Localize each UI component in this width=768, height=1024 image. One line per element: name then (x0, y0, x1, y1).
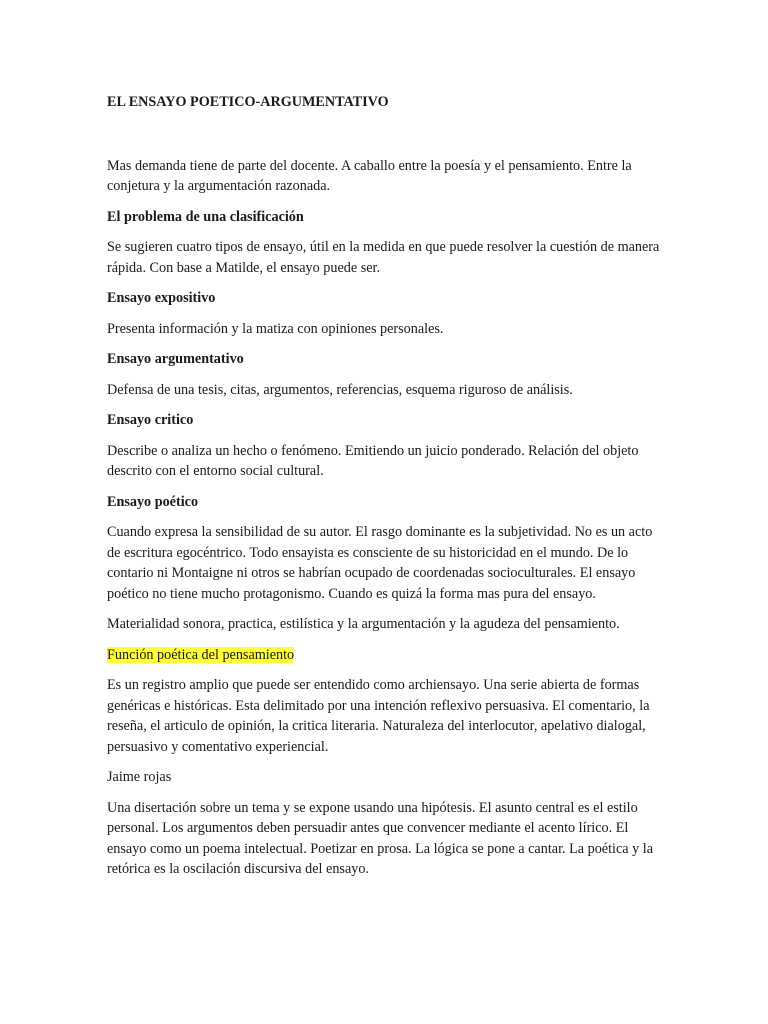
classification-paragraph: Se sugieren cuatro tipos de ensayo, útil en la medida en que puede resolver la cuestión de manera rápida. Con base a Matilde, el ensayo puede ser. (107, 239, 660, 276)
poetico-paragraph-2: Materialidad sonora, practica, estilística y la argumentación y la agudeza del pensamiento. (107, 616, 620, 632)
funcion-heading-line (107, 645, 667, 666)
heading-argumentativo: Ensayo argumentativo (107, 351, 244, 367)
intro-paragraph: Mas demanda tiene de parte del docente. A caballo entre la poesía y el pensamiento. Entre la conjetura y la argumentación razonada. (107, 157, 632, 194)
document-title: EL ENSAYO POETICO-ARGUMENTATIVO (107, 94, 389, 110)
author-name: Jaime rojas (107, 769, 172, 785)
funcion-highlighted-heading: Función poética del pensamiento (107, 646, 295, 663)
heading-classification: El problema de una clasificación (107, 208, 304, 225)
funcion-paragraph: Es un registro amplio que puede ser entendido como archiensayo. Una serie abierta de formas genéricas e históricas. Esta delimitado por una intención reflexivo persuasiva. El comentario, la reseña, el articulo de opinión, la critica literaria. Naturaleza del interlocutor, apelativo dialogal, persuasivo y comentativo experiencial. (107, 677, 650, 755)
argumentativo-paragraph: Defensa de una tesis, citas, argumentos, referencias, esquema riguroso de análisis. (107, 381, 573, 398)
critico-paragraph: Describe o analiza un hecho o fenómeno. Emitiendo un juicio ponderado. Relación del objeto descrito con el entorno social cultural. (107, 442, 639, 479)
heading-poetico: Ensayo poético (107, 493, 199, 510)
closing-paragraph: Una disertación sobre un tema y se expone usando una hipótesis. El asunto central es el estilo personal. Los argumentos deben persuadir antes que convencer mediante el acento lírico. El ensayo como un poema intelectual. Poetizar en prosa. La lógica se pone a cantar. La poética y la retórica es la oscilación discursiva del ensayo. (107, 799, 653, 877)
document-page (107, 92, 667, 890)
poetico-paragraph: Cuando expresa la sensibilidad de su autor. El rasgo dominante es la subjetividad. No es un acto de escritura egocéntrico. Todo ensayista es consciente de su historicidad en el mundo. De lo contario ni Montaigne ni otros se habrían ocupado de coordenadas socioculturales. El ensayo poético no tiene mucho protagonismo. Cuando es quizá la forma mas pura del ensayo. (107, 524, 653, 602)
heading-critico: Ensayo critico (107, 412, 194, 428)
expositivo-paragraph: Presenta información y la matiza con opiniones personales. (107, 320, 444, 337)
heading-expositivo: Ensayo expositivo (107, 290, 216, 306)
